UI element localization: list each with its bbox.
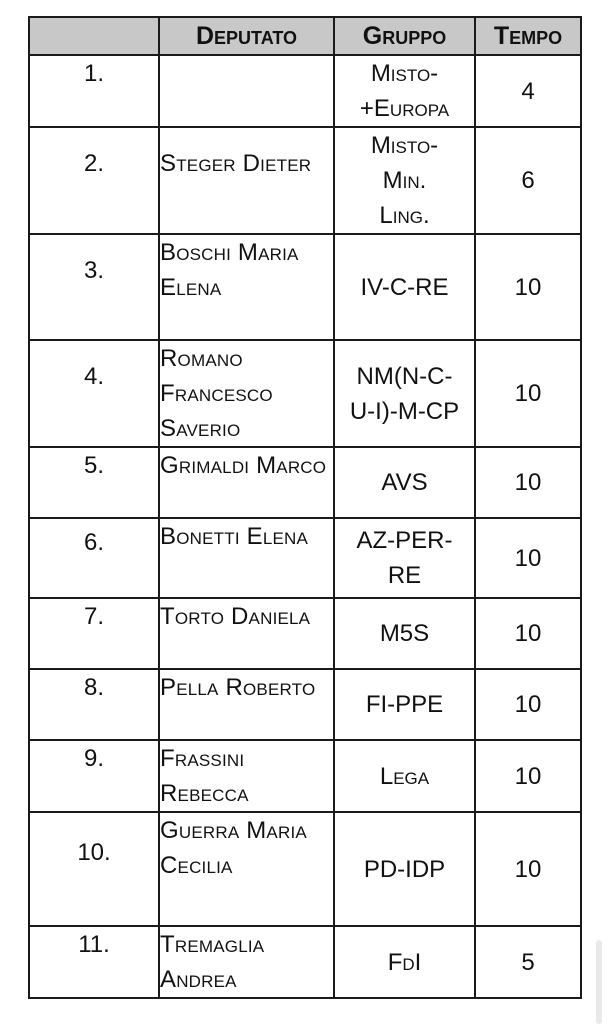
table-row	[29, 55, 581, 127]
table-row	[29, 598, 581, 669]
row-group: IV-C-RE	[334, 234, 475, 340]
row-group	[334, 340, 475, 447]
row-group: Lega	[334, 740, 475, 812]
row-deputy	[159, 55, 334, 127]
row-group: M5S	[334, 598, 475, 669]
header-group: Gruppo	[334, 17, 475, 55]
table-row	[29, 127, 581, 234]
row-group	[334, 127, 475, 234]
header-deputy: Deputato	[159, 17, 334, 55]
row-deputy: Pella Roberto	[159, 669, 334, 740]
row-deputy: Tremaglia Andrea	[159, 926, 334, 998]
row-group	[334, 518, 475, 598]
row-number: 4.	[29, 340, 159, 447]
row-number: 2.	[29, 127, 159, 234]
row-group-text: NM(N-C-U-I)-M-CP	[349, 362, 460, 425]
row-group: PD-IDP	[334, 812, 475, 926]
table-row	[29, 740, 581, 812]
table-row	[29, 340, 581, 447]
row-number: 5.	[29, 447, 159, 518]
row-group	[334, 55, 475, 127]
speakers-table	[28, 16, 582, 999]
row-time: 10	[475, 234, 581, 340]
row-number: 10.	[29, 812, 159, 926]
table-header	[29, 17, 581, 55]
row-time: 10	[475, 740, 581, 812]
header-time: Tempo	[475, 17, 581, 55]
row-number: 11.	[29, 926, 159, 998]
row-deputy: Bonetti Elena	[159, 518, 334, 598]
row-number: 8.	[29, 669, 159, 740]
row-time: 10	[475, 812, 581, 926]
scrollbar[interactable]	[596, 940, 602, 1024]
table-body	[29, 55, 581, 998]
row-time: 10	[475, 669, 581, 740]
row-deputy: Frassini Rebecca	[159, 740, 334, 812]
table-row	[29, 234, 581, 340]
row-deputy: Boschi Maria Elena	[159, 234, 334, 340]
row-group: FdI	[334, 926, 475, 998]
row-group-text: Misto-+Europa	[359, 60, 450, 122]
row-deputy: Romano Francesco Saverio	[159, 340, 334, 447]
table-row	[29, 669, 581, 740]
row-number: 7.	[29, 598, 159, 669]
row-time: 5	[475, 926, 581, 998]
row-group-text: AZ-PER-RE	[356, 527, 453, 589]
row-time: 10	[475, 447, 581, 518]
row-deputy: Grimaldi Marco	[159, 447, 334, 518]
row-deputy: Steger Dieter	[159, 127, 334, 234]
table-row	[29, 447, 581, 518]
row-number: 9.	[29, 740, 159, 812]
row-number: 1.	[29, 55, 159, 127]
table-row	[29, 812, 581, 926]
table-row	[29, 926, 581, 998]
row-deputy: Torto Daniela	[159, 598, 334, 669]
row-time: 10	[475, 598, 581, 669]
row-group-text: Misto-Min. Ling.	[370, 132, 439, 229]
row-number: 3.	[29, 234, 159, 340]
header-number	[29, 17, 159, 55]
header-row	[29, 17, 581, 55]
row-time: 4	[475, 55, 581, 127]
row-deputy: Guerra Maria Cecilia	[159, 812, 334, 926]
row-time: 6	[475, 127, 581, 234]
row-group: AVS	[334, 447, 475, 518]
row-group: FI-PPE	[334, 669, 475, 740]
row-number: 6.	[29, 518, 159, 598]
table-row	[29, 518, 581, 598]
row-time: 10	[475, 518, 581, 598]
row-time: 10	[475, 340, 581, 447]
